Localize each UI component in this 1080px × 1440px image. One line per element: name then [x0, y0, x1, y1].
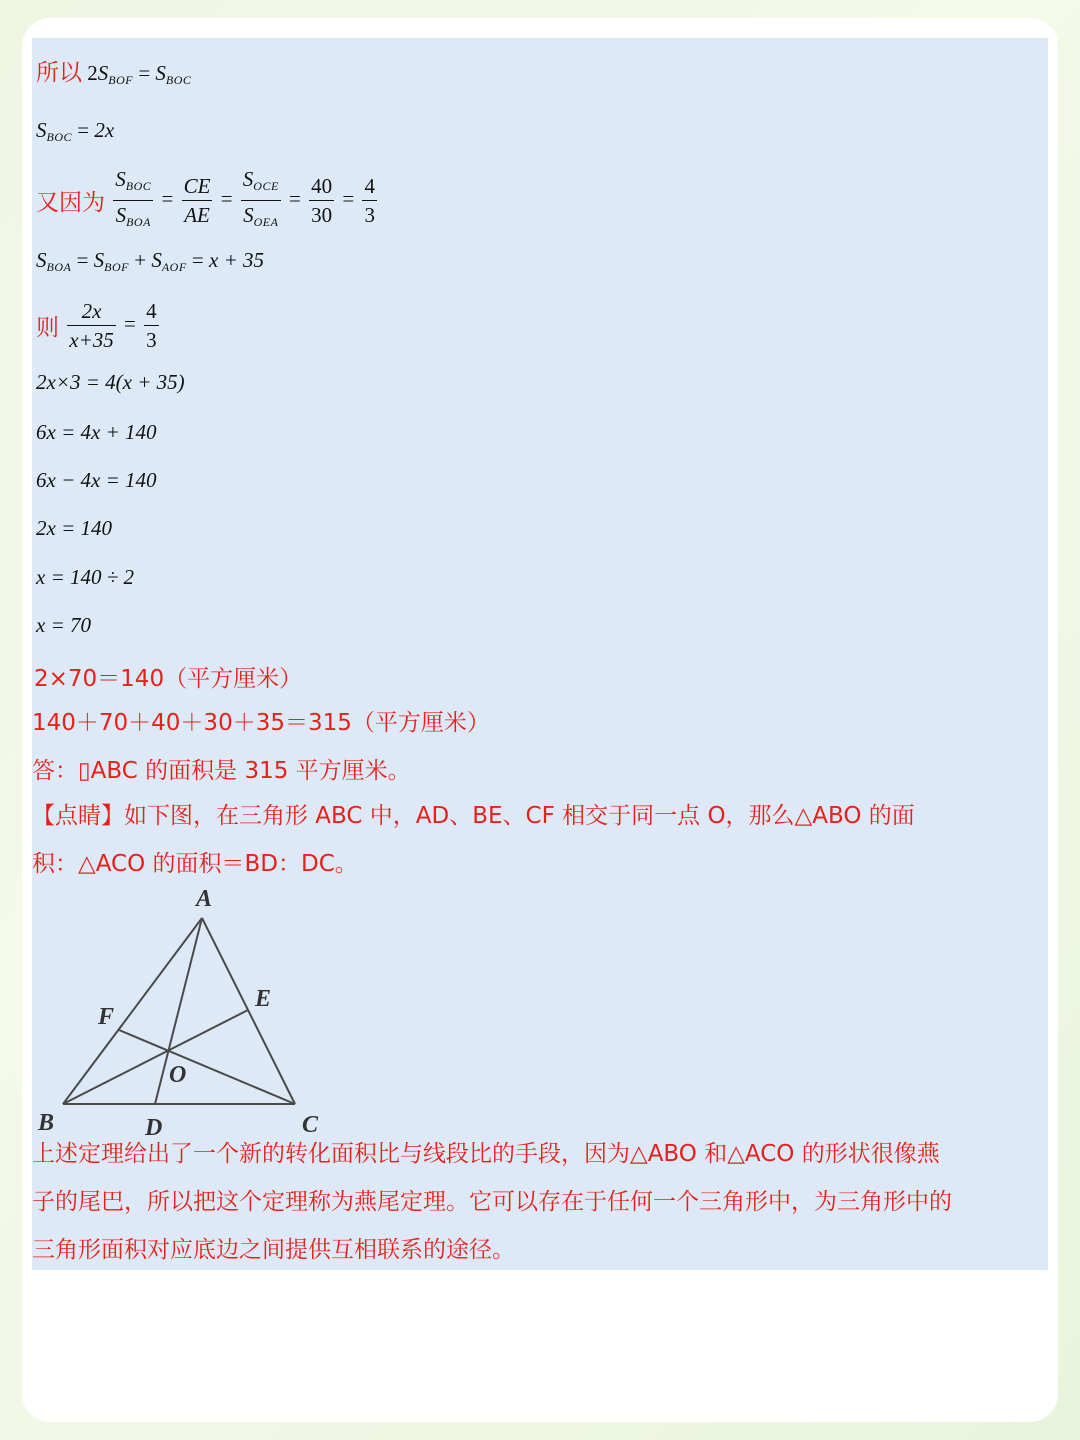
subscript: OCE [253, 179, 279, 193]
area-symbol: S [155, 61, 166, 85]
result-area-boc: 2×70＝140（平方厘米） [34, 666, 303, 692]
step-line: 2x×3 = 4(x + 35) [36, 370, 185, 394]
fraction-4-3 [144, 298, 159, 353]
value: x + 35 [209, 248, 265, 272]
subscript: AOF [161, 260, 187, 274]
numerator [241, 166, 281, 201]
step-line: 6x − 4x = 140 [36, 468, 157, 492]
equation-line-3 [36, 166, 380, 235]
area-symbol: S [115, 203, 127, 227]
equals: = [215, 186, 238, 211]
label-suoyi: 所以 [36, 60, 82, 86]
step-line: 2x = 140 [36, 516, 112, 540]
fraction-ce-ae [182, 173, 213, 228]
area-symbol: S [36, 118, 47, 142]
numerator: 4 [362, 173, 377, 201]
area-symbol: S [97, 61, 109, 85]
cevian-be [63, 1010, 248, 1104]
area-symbol: S [115, 167, 126, 191]
fraction-40-30 [309, 173, 334, 228]
numerator: CE [182, 173, 213, 201]
tip-paragraph [32, 792, 915, 888]
numerator: 2x [67, 298, 116, 326]
step-line: x = 70 [36, 613, 91, 637]
label-youyinwei: 又因为 [36, 190, 105, 216]
fraction-oce-oea [241, 166, 281, 235]
equals: = [337, 186, 360, 211]
tip-line: 【点睛】如下图，在三角形 ABC 中，AD、BE、CF 相交于同一点 O，那么△ABO 的面 [32, 803, 915, 829]
equation-line-1 [36, 54, 191, 88]
subscript: BOF [108, 73, 134, 87]
side-ac [202, 918, 295, 1104]
explanation-line: 上述定理给出了一个新的转化面积比与线段比的手段，因为△ABO 和△ACO 的形状很像燕 [32, 1141, 940, 1167]
denominator: 3 [146, 328, 157, 352]
point-label-f: F [98, 1004, 115, 1030]
point-label-o: O [169, 1062, 187, 1088]
denominator: AE [184, 203, 210, 227]
equals: = [72, 118, 95, 142]
step-line: 6x = 4x + 140 [36, 420, 157, 444]
result-total-sum: 140＋70＋40＋30＋35＝315（平方厘米） [32, 710, 490, 736]
label-ze: 则 [36, 315, 59, 341]
equals: = [283, 186, 307, 211]
area-symbol: S [242, 167, 254, 191]
area-symbol: S [36, 248, 47, 272]
denominator [113, 201, 153, 235]
explanation-line: 子的尾巴，所以把这个定理称为燕尾定理。它可以存在于任何一个三角形中，为三角形中的 [32, 1189, 952, 1215]
step-line: x = 140 ÷ 2 [36, 565, 135, 589]
plus: + [129, 248, 152, 272]
point-label-d: D [145, 1115, 163, 1141]
numerator: 40 [309, 173, 334, 201]
coef: 2 [87, 61, 98, 85]
fraction-2x [67, 298, 116, 353]
equals: = [186, 248, 210, 272]
cevian-cf [119, 1030, 295, 1104]
denominator [241, 201, 281, 235]
equals: = [118, 311, 142, 336]
denominator: 3 [364, 203, 375, 227]
answer-line: 答：▯ABC 的面积是 315 平方厘米。 [32, 758, 411, 784]
denominator: x+35 [69, 328, 114, 352]
numerator [113, 166, 153, 201]
fraction-boc-boa [113, 166, 153, 235]
point-label-e: E [255, 986, 272, 1012]
explanation-line: 三角形面积对应底边之间提供互相联系的途径。 [32, 1237, 515, 1263]
subscript: BOC [125, 179, 152, 193]
tip-line: 积：△ACO 的面积＝BD：DC。 [32, 851, 358, 877]
value: 2x [94, 118, 115, 142]
vertex-label-b: B [38, 1110, 55, 1136]
subscript: BOA [46, 260, 72, 274]
subscript: BOC [165, 73, 192, 87]
denominator: 30 [311, 203, 333, 227]
vertex-label-a: A [196, 886, 213, 912]
area-symbol: S [151, 248, 162, 272]
subscript: BOF [104, 260, 129, 274]
equation-line-2 [36, 118, 114, 145]
equation-line-5 [36, 298, 162, 353]
area-symbol: S [93, 248, 105, 272]
equals: = [71, 248, 94, 272]
equals: = [133, 61, 156, 85]
area-symbol: S [243, 203, 254, 227]
vertex-label-c: C [302, 1112, 319, 1138]
equation-line-4 [36, 248, 264, 275]
explanation-paragraph [32, 1130, 952, 1274]
subscript: OEA [253, 215, 279, 229]
fraction-4-3 [362, 173, 377, 228]
triangle-figure [30, 882, 330, 1142]
subscript: BOC [46, 130, 72, 144]
subscript: BOA [126, 215, 151, 229]
numerator: 4 [144, 298, 159, 326]
equals: = [156, 186, 179, 211]
